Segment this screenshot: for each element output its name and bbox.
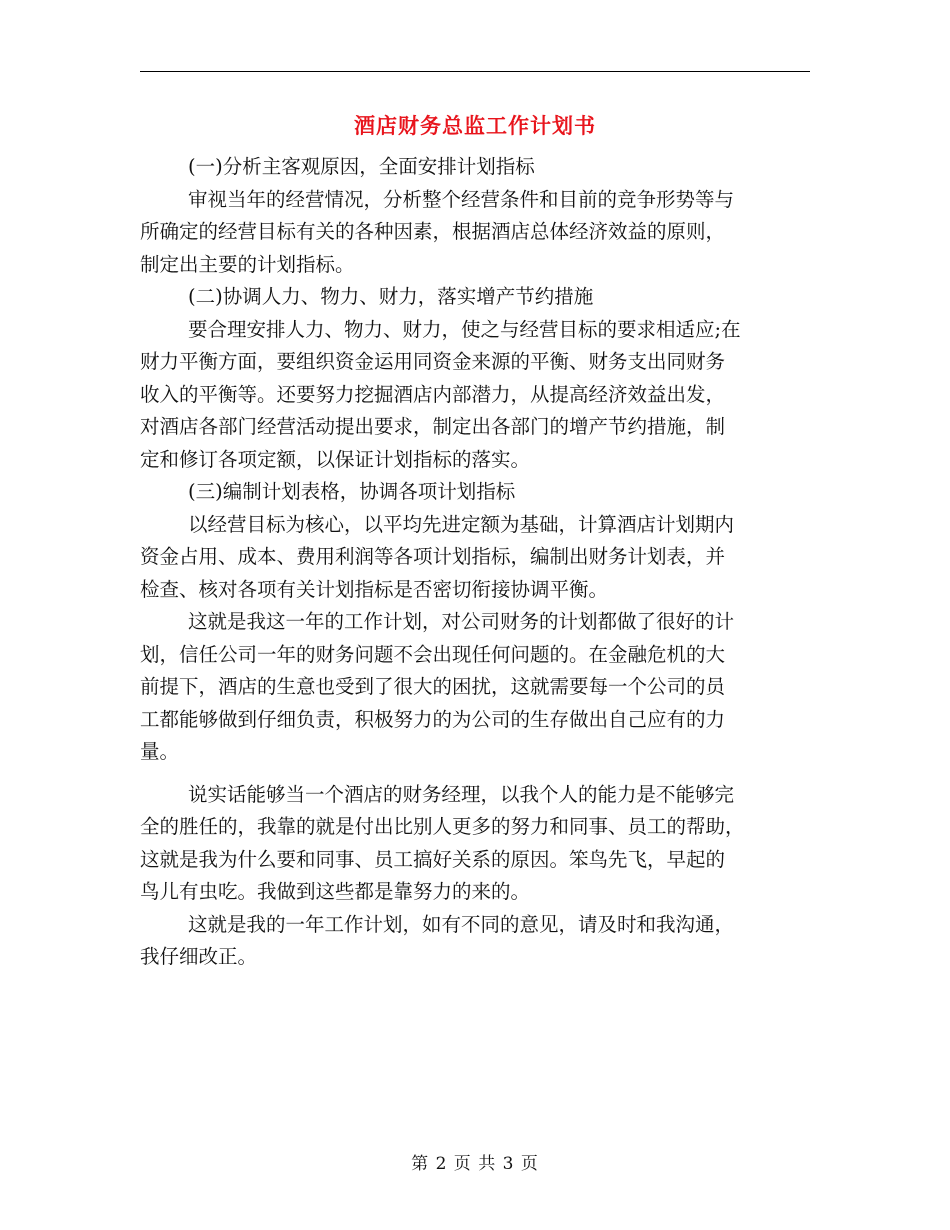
text-line: 所确定的经营目标有关的各种因素，根据酒店总体经济效益的原则， [140, 220, 726, 243]
body-paragraph-6 [140, 909, 805, 974]
text-line: 划，信任公司一年的财务问题不会出现任何问题的。在金融危机的大 [140, 642, 726, 666]
document-title: 酒店财务总监工作计划书 [354, 113, 596, 138]
text-line: 定和修订各项定额，以保证计划指标的落实。 [140, 447, 531, 471]
text-line: (一)分析主客观原因，全面安排计划指标 [188, 155, 535, 178]
text-line: 资金占用、成本、费用利润等各项计划指标，编制出财务计划表，并 [140, 545, 726, 568]
text-line: 这就是我这一年的工作计划，对公司财务的计划都做了很好的计 [188, 610, 735, 633]
text-line: 审视当年的经营情况，分析整个经营条件和目前的竞争形势等与 [188, 187, 735, 211]
text-line: 要合理安排人力、物力、财力，使之与经营目标的要求相适应;在 [188, 317, 741, 341]
text-line: 全的胜任的，我靠的就是付出比别人更多的努力和同事、员工的帮助， [140, 815, 745, 838]
text-line: 我仔细改正。 [140, 945, 258, 968]
body-paragraph-2 [140, 314, 805, 477]
section-heading-3 [140, 476, 805, 509]
text-line: 这就是我的一年工作计划，如有不同的意见，请及时和我沟通， [188, 912, 735, 936]
text-line: (二)协调人力、物力、财力，落实增产节约措施 [188, 285, 594, 308]
text-line: 财力平衡方面，要组织资金运用同资金来源的平衡、财务支出同财务 [140, 350, 726, 373]
body-paragraph-4 [140, 606, 805, 769]
document-body [140, 151, 805, 974]
text-line: (三)编制计划表格，协调各项计划指标 [188, 480, 516, 503]
text-line: 收入的平衡等。还要努力挖掘酒店内部潜力，从提高经济效益出发， [140, 382, 726, 406]
body-paragraph-3 [140, 509, 805, 607]
text-line: 制定出主要的计划指标。 [140, 252, 355, 276]
page-number: 第 2 页 共 3 页 [411, 1154, 539, 1174]
text-line: 前提下，酒店的生意也受到了很大的困扰，这就需要每一个公司的员 [140, 675, 726, 698]
text-line: 量。 [140, 740, 180, 763]
text-line: 这就是我为什么要和同事、员工搞好关系的原因。笨鸟先飞，早起的 [140, 847, 726, 871]
body-paragraph-5 [140, 779, 805, 909]
text-line: 检查、核对各项有关计划指标是否密切衔接协调平衡。 [140, 577, 609, 601]
text-line: 说实话能够当一个酒店的财务经理，以我个人的能力是不能够完 [188, 782, 735, 806]
text-line: 以经营目标为核心，以平均先进定额为基础，计算酒店计划期内 [188, 512, 735, 536]
text-line: 工都能够做到仔细负责，积极努力的为公司的生存做出自己应有的力 [140, 707, 726, 731]
header-rule [140, 71, 810, 72]
section-heading-1 [140, 151, 805, 184]
body-paragraph-1 [140, 184, 805, 282]
section-heading-2 [140, 281, 805, 314]
text-line: 对酒店各部门经营活动提出要求，制定出各部门的增产节约措施，制 [140, 415, 726, 438]
text-line: 鸟儿有虫吃。我做到这些都是靠努力的来的。 [140, 880, 531, 903]
